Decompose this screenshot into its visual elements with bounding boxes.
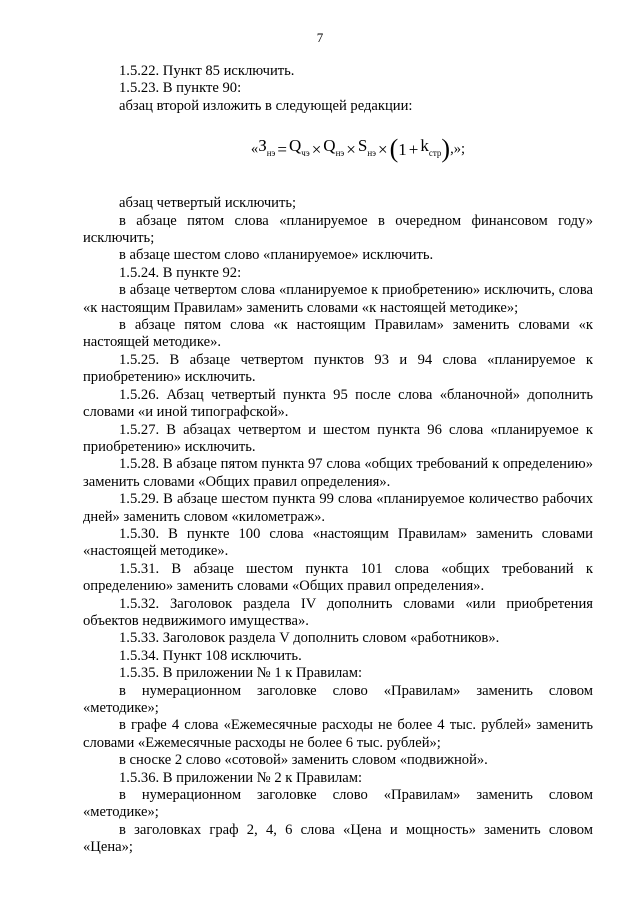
document-body (83, 63, 593, 857)
page-number: 7 (316, 30, 324, 45)
paragraph: в нумерационном заголовке слово «Правилам» заменить словом «методике»; (83, 787, 593, 821)
paragraph: в абзаце пятом слова «планируемое в очередном финансовом году» исключить; (83, 212, 593, 247)
paragraph: абзац второй изложить в следующей редакции: (119, 97, 413, 114)
formula-k: $k_{стр}$ (420, 135, 442, 158)
paragraph: 1.5.32. Заголовок раздела IV дополнить словами «или приобретения объектов недвижимого имущества». (83, 595, 593, 629)
formula-times: × (311, 139, 322, 159)
paragraph: 1.5.34. Пункт 108 исключить. (119, 647, 302, 664)
paragraph: 1.5.31. В абзаце шестом пункта 101 слова «общих требований к определению» заменить словами «Общих правил определения». (83, 560, 593, 595)
paragraph: в нумерационном заголовке слово «Правилам» заменить словом «методике»; (83, 682, 593, 716)
paragraph: в графе 4 слова «Ежемесячные расходы не более 4 тыс. рублей» заменить словами «Ежемесячные расходы не более 6 тыс. рублей»; (83, 717, 593, 751)
formula-one: 1 (398, 139, 407, 159)
paragraph: абзац четвертый исключить; (119, 195, 297, 212)
paragraph: 1.5.24. В пункте 92: (119, 264, 242, 281)
paragraph: 1.5.33. Заголовок раздела V дополнить словом «работников». (119, 630, 500, 647)
paragraph: 1.5.26. Абзац четвертый пункта 95 после слова «бланочной» дополнить словами «и иной типографской». (83, 386, 593, 421)
formula-open-paren: ( (389, 134, 399, 164)
formula-times: × (378, 139, 388, 159)
paragraph: в абзаце пятом слова «к настоящим Правилам» заменить словами «к настоящей методике». (83, 317, 593, 351)
formula (123, 129, 593, 169)
formula-close-paren: ) (441, 134, 451, 164)
formula-lhs: $З_{нэ}$ (258, 135, 276, 158)
paragraph: в абзаце шестом слово «планируемое» исключить. (119, 247, 434, 264)
paragraph: 1.5.29. В абзаце шестом пункта 99 слова «планируемое количество рабочих дней» заменить словом «километраж». (83, 491, 593, 525)
paragraph: в сноске 2 слово «сотовой» заменить словом «подвижной». (119, 752, 488, 769)
paragraph: 1.5.22. Пункт 85 исключить. (119, 63, 295, 79)
paragraph: в абзаце четвертом слова «планируемое к приобретению» исключить, слова «к настоящим Правилам» заменить словами «к настоящей методике»; (83, 282, 593, 316)
paragraph: 1.5.30. В пункте 100 слова «настоящим Правилам» заменить словами «настоящей методике». (83, 525, 593, 560)
paragraph: 1.5.35. В приложении № 1 к Правилам: (119, 665, 363, 682)
formula-open-quote: « (250, 140, 259, 157)
formula-times: × (346, 139, 356, 159)
paragraph: 1.5.25. В абзаце четвертом пунктов 93 и 94 слова «планируемое к приобретению» исключить. (83, 351, 593, 386)
formula-tail: ,»; (450, 140, 466, 157)
paragraph: в заголовках граф 2, 4, 6 слова «Цена и мощность» заменить словом «Цена»; (83, 821, 593, 856)
formula-term-1: $Q_{чэ}$ (289, 135, 310, 158)
paragraph: 1.5.36. В приложении № 2 к Правилам: (119, 769, 363, 786)
paragraph: 1.5.28. В абзаце пятом пункта 97 слова «общих требований к определению» заменить словами «Общих правил определения». (83, 456, 593, 490)
formula-term-3: $S_{нэ}$ (357, 135, 376, 158)
formula-term-2: $Q_{нэ}$ (323, 135, 345, 158)
formula-plus: + (408, 139, 419, 159)
formula-equals: = (277, 139, 288, 159)
paragraph: 1.5.27. В абзацах четвертом и шестом пункта 96 слова «планируемое к приобретению» исключить. (83, 421, 593, 455)
paragraph: 1.5.23. В пункте 90: (119, 80, 242, 97)
